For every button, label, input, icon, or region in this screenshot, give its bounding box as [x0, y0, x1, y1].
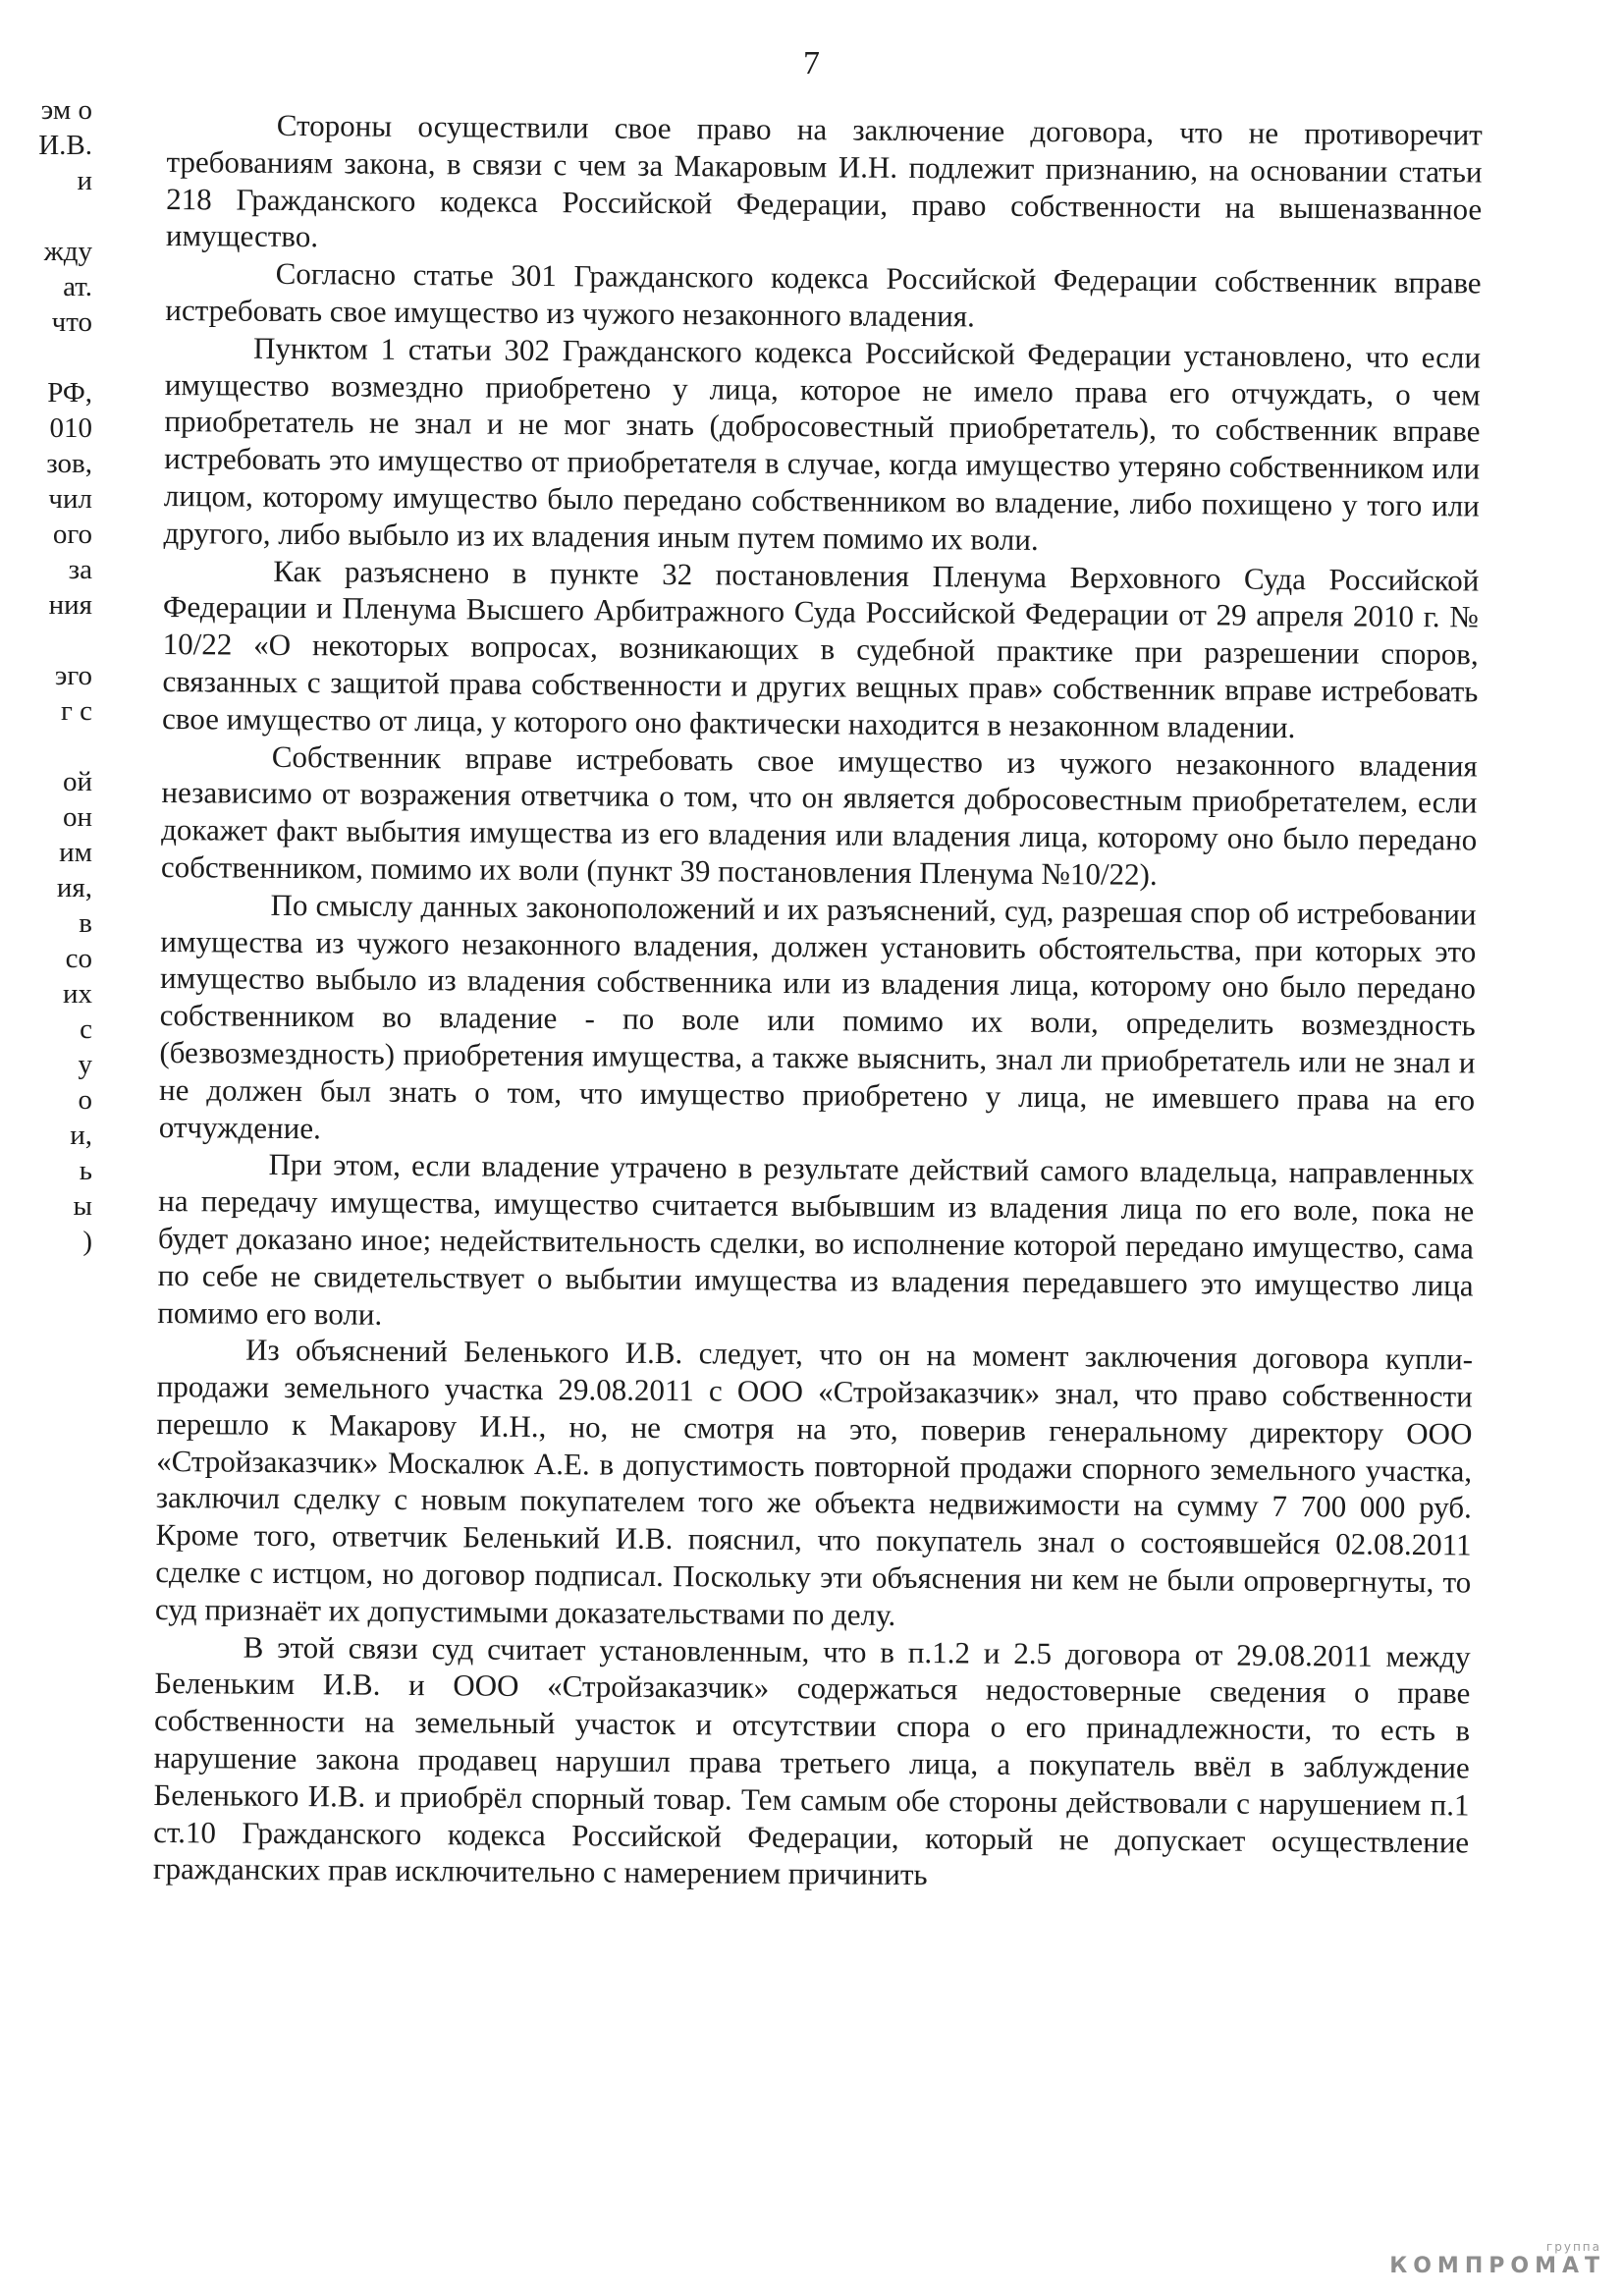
- margin-fragment: [0, 1294, 98, 1330]
- margin-fragment: с: [80, 1013, 92, 1045]
- margin-fragment: ат.: [63, 271, 92, 302]
- margin-fragment: за: [68, 554, 92, 585]
- margin-fragment: И.В.: [38, 130, 92, 161]
- margin-fragment: зов,: [46, 448, 92, 479]
- page-number: 7: [803, 45, 820, 82]
- paragraph: Как разъяснено в пункте 32 постановления Пленума Верховного Суда Российской Федерации и Пленума Высшего Арбитражного Суда Российской Федерации от 29 апреля 2010 г. № 10/22 «О некоторых вопросах, возникающих в судебной практике при разрешении споров, связанных с защитой права собственности и других вещных прав» собственник вправе истребовать свое имущество от лица, у которого оно фактически находится в незаконном владении.: [161, 553, 1480, 744]
- watermark-logo: [1389, 2240, 1605, 2278]
- left-margin-fragments: [0, 92, 98, 1330]
- margin-fragment: [0, 340, 98, 375]
- margin-fragment: и,: [70, 1120, 92, 1151]
- margin-fragment: РФ,: [47, 377, 92, 409]
- margin-fragment: о: [78, 1084, 92, 1116]
- margin-fragment: ния: [48, 589, 92, 621]
- margin-fragment: [0, 623, 98, 658]
- margin-fragment: 010: [49, 412, 92, 444]
- paragraph: Стороны осуществили свое право на заключение договора, что не противоречит требованиям закона, в связи с чем за Макаровым И.Н. подлежит признанию, на основании статьи 218 Гражданского кодекса Российской Федерации, право собственности на вышеназванное имущество.: [165, 107, 1483, 254]
- margin-fragment: со: [65, 943, 92, 974]
- margin-fragment: г с: [60, 695, 92, 727]
- margin-fragment: что: [51, 306, 92, 338]
- margin-fragment: [0, 729, 98, 764]
- margin-fragment: [0, 198, 98, 234]
- paragraph: Согласно статье 301 Гражданского кодекса Российской Федерации собственник вправе истребовать свое имущество из чужого незаконного владения.: [165, 256, 1482, 334]
- document-body: [153, 106, 1483, 1898]
- margin-fragment: ): [82, 1226, 92, 1257]
- margin-fragment: ия,: [56, 872, 92, 903]
- paragraph: В этой связи суд считает установленным, что в п.1.2 и 2.5 договора от 29.08.2011 между Беленьким И.В. и ООО «Стройзаказчик» содержаться недостоверные сведения о праве собственности на земельный участок и отсутствии спора о его принадлежности, то есть в нарушение закона продавец нарушил права третьего лица, а покупатель ввёл в заблуждение Беленького И.В. и приобрёл спорный товар. Тем самым обе стороны действовали с нарушением п.1 ст.10 Гражданского кодекса Российской Федерации, который не допускает осуществление гражданских прав исключительно с намерением причинить: [152, 1629, 1471, 1892]
- margin-fragment: жду: [43, 236, 92, 267]
- margin-fragment: в: [79, 907, 92, 939]
- watermark-main-text: КОМПРОМАТ: [1389, 2254, 1605, 2278]
- paragraph: Из объяснений Беленького И.В. следует, что он на момент заключения договора купли-продажи земельного участка 29.08.2011 с ООО «Стройзаказчик» знал, что право собственности перешло к Макарову И.Н., но, не смотря на это, поверив генеральному директору ООО «Стройзаказчик» Москалюк А.Е. в допустимость повторной продажи спорного земельного участка, заключил сделку с новым покупателем того же объекта недвижимости на сумму 7 700 000 руб. Кроме того, ответчик Беленький И.В. пояснил, что покупатель знал о состоявшейся 02.08.2011 сделке с истцом, но договор подписал. Поскольку эти объяснения ни кем не были опровергнуты, то суд признаёт их допустимыми доказательствами по делу.: [154, 1332, 1474, 1632]
- paragraph: Пунктом 1 статьи 302 Гражданского кодекса Российской Федерации установлено, что если имущество возмездно приобретено у лица, которое не имело права его отчуждать, о чем приобретатель не знал и не мог знать (добросовестный приобретатель), то собственник вправе истребовать это имущество от приобретателя в случае, когда имущество утеряно собственником или лицом, которому имущество было передано собственником во владение, либо похищено у того или другого, либо выбыло из их владения иным путем помимо их воли.: [163, 330, 1482, 557]
- margin-fragment: ы: [73, 1190, 92, 1222]
- margin-fragment: [0, 1259, 98, 1294]
- margin-fragment: их: [62, 978, 92, 1010]
- margin-fragment: ого: [52, 519, 92, 550]
- margin-fragment: чил: [48, 483, 92, 515]
- margin-fragment: ой: [62, 766, 92, 797]
- paragraph: По смыслу данных законоположений и их разъяснений, суд, разрешая спор об истребовании имущества из чужого незаконного владения, должен установить обстоятельства, при которых это имущество выбыло из владения собственника или из владения лица, которому оно было передано собственником во владение - по воле или помимо их воли, определить возмездность (безвозмездность) приобретения имущества, а также выяснить, знал ли приобретатель или не знал и не должен был знать о том, что имущество приобретено у лица, не имевшего права на его отчуждение.: [158, 887, 1477, 1145]
- margin-fragment: у: [78, 1049, 92, 1080]
- margin-fragment: ь: [79, 1155, 92, 1186]
- margin-fragment: он: [62, 801, 92, 833]
- margin-fragment: и: [70, 165, 92, 196]
- margin-fragment: им: [59, 837, 92, 868]
- paragraph: Собственник вправе истребовать свое имущество из чужого незаконного владения независимо от возражения ответчика о том, что он является добросовестным приобретателем, если докажет факт выбытия имущества из его владения или владения лица, которому оно было передано собственником, помимо их воли (пункт 39 постановления Пленума №10/22).: [160, 738, 1478, 892]
- margin-fragment: эм о: [40, 94, 92, 126]
- paragraph: При этом, если владение утрачено в результате действий самого владельца, направленных на передачу имущества, имущество считается выбывшим из владения лица по его воле, пока не будет доказано иное; недействительность сделки, во исполнение которой передано имущество, сама по себе не свидетельствует о выбытии имущества из владения передавшего это имущество лица помимо его воли.: [157, 1147, 1475, 1332]
- margin-fragment: эго: [54, 660, 92, 691]
- watermark-small-text: группа: [1545, 2240, 1601, 2254]
